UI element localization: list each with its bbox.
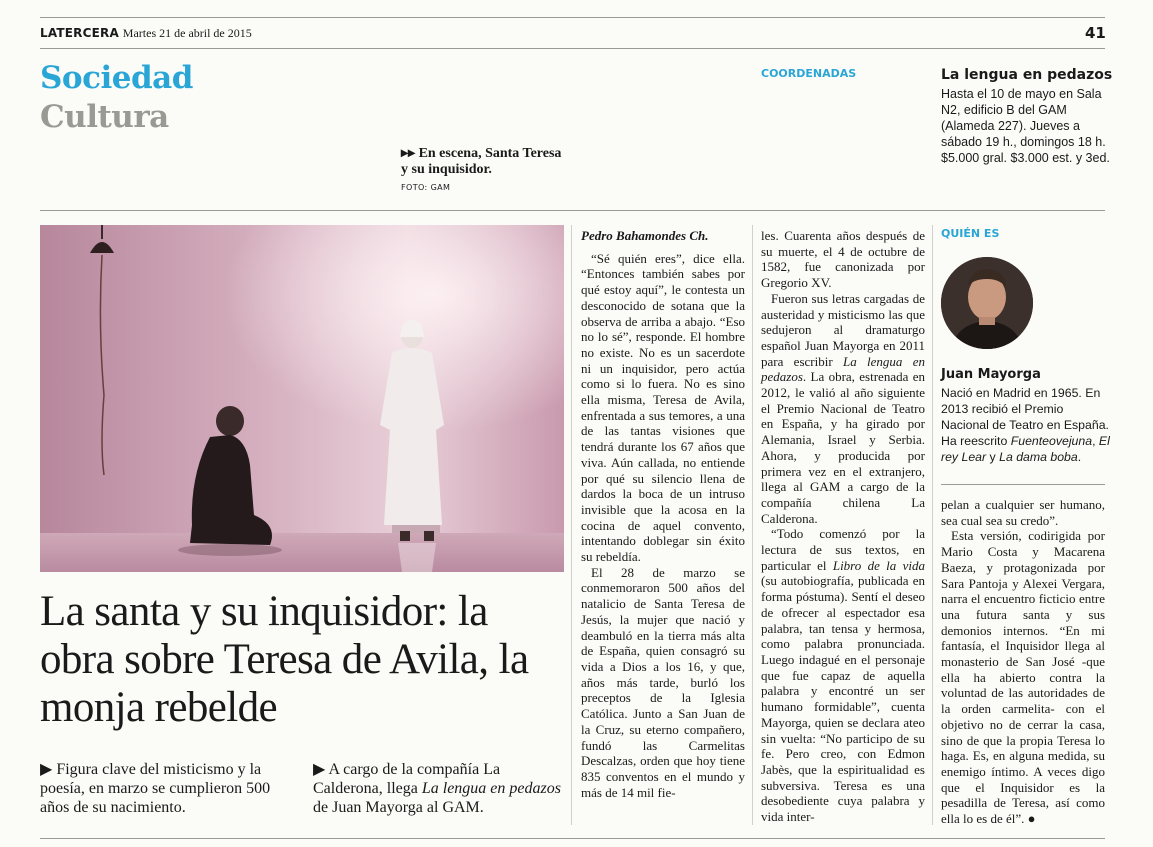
- article-paragraph: El 28 de marzo se conmemoraron 500 años del natalicio de Santa Teresa de Jesús, la mujer que nació y deambuló en la tierra más alta de España, quien consagró su vida a Dios a los 16, y que, años más tarde, burló los preceptos de la Iglesia Católica. Junto a San Juan de la Cruz, su eterno compañero, fundó las Carmelitas Descalzas, orden que hoy tiene 835 conventos en el mundo y más de 14 mil fie-: [581, 564, 745, 800]
- subsection-title: Cultura: [40, 99, 169, 135]
- coordenadas-title: La lengua en pedazos: [941, 67, 1113, 83]
- headline: La santa y su inquisidor: la obra sobre Teresa de Avila, la monja rebelde: [40, 588, 529, 731]
- quien-es-label: QUIÉN ES: [941, 227, 1000, 240]
- play-title: La lengua en pedazos: [421, 780, 561, 797]
- work-title: La dama boba: [999, 450, 1078, 464]
- summary-bullet: [313, 760, 563, 817]
- bullet-marker: ▶: [40, 761, 53, 778]
- portrait-image: [941, 257, 1033, 349]
- book-title: Libro de la vida: [832, 557, 926, 573]
- bio-text: [941, 385, 1111, 465]
- section-title: Sociedad: [40, 60, 193, 96]
- text-run: (su autobiografía, publicada en forma póstuma). Sentí el deseo de ofrecer al espectador esa palabra, tan tensa y hermosa, como palabra pronunciada. Luego indagué en el personaje que fue capaz de aquella palabra y encontré un ser humano formidable”, cuenta Mayorga, quien se declara ateo sin vuelta: “No participo de su fe. Pero creo, con Edmon Jabès, que la espiritualidad es subversiva. Teresa es una desobediente cuya palabra y vida inter-: [761, 573, 925, 825]
- text-run: Fueron sus letras cargadas de austeridad y misticismo las que sedujeron al dramaturgo español Juan Mayorga en 2011 para escribir: [761, 290, 925, 369]
- play-title: La lengua en pedazos: [761, 353, 925, 385]
- byline: Pedro Bahamondes Ch.: [581, 228, 709, 243]
- article-paragraph: [761, 291, 925, 527]
- text-run: y: [986, 450, 1000, 464]
- caption-marker: ▸▸: [401, 146, 416, 161]
- coordenadas-body: Hasta el 10 de mayo en Sala N2, edificio B del GAM (Alameda 227). Jueves a sábado 19 h., domingos 18 h. $5.000 gral. $3.000 est. y 3ed.: [941, 87, 1110, 165]
- photo-caption: [401, 146, 571, 196]
- bullet-text: Figura clave del misticismo y la poesía, en marzo se cumplieron 500 años de su nacimiento.: [40, 761, 271, 816]
- article-paragraph: pelan a cualquier ser humano, sea cual sea su credo”.: [941, 497, 1105, 528]
- text-run: Esta versión, codirigida por Mario Costa y Macarena Baeza, y protagonizada por Sara Pantoja y Alexei Vergara, narra el encuentro ficticio entre una futura santa y sus demonios internos. “En mi fantasía, el Inquisidor llega al monasterio de San José -que ella ha abierto contra la voluntad de las autoridades de la orden carmelita- con el objetivo no de cerrar la casa, sino de que la propia Teresa lo haga. Es, en alguna medida, su enemigo íntimo. A veces digo que el Inquisidor es la pesadilla de Teresa, así como ella lo es de él”.: [941, 528, 1105, 827]
- text-run: Nació en Madrid en 1965. En 2013 recibió el Premio Nacional de Teatro en España. Ha reescrito: [941, 386, 1109, 448]
- article-paragraph: [941, 528, 1105, 826]
- text-run: . La obra, estrenada en 2012, le valió al año siguiente el Premio Nacional de Teatro en España, y ha girado por Alemania, Israel y Serbia. Ahora, y producida por primera vez en el extranjero, llega al GAM a cargo de la compañía chilena La Calderona.: [761, 369, 925, 526]
- stage-photo-image: [40, 225, 564, 572]
- article-column-3: [941, 497, 1105, 827]
- summary-bullet: [40, 760, 295, 817]
- issue-date: Martes 21 de abril de 2015: [122, 26, 252, 40]
- text-run: ,: [1092, 434, 1099, 448]
- caption-text: En escena, Santa Teresa y su inquisidor.: [401, 146, 562, 177]
- work-title: Fuenteovejuna: [1010, 434, 1093, 448]
- coordenadas-label: COORDENADAS: [761, 67, 857, 80]
- bullet-text: A cargo de la compañía La Calderona, llega: [313, 761, 501, 797]
- article-paragraph: [761, 526, 925, 824]
- text-run: “Todo comenzó por la lectura de sus textos, en particular el: [761, 526, 925, 573]
- text-run: .: [1077, 450, 1082, 464]
- avatar: [941, 257, 1033, 349]
- bullet-text: de Juan Mayorga al GAM.: [313, 799, 484, 816]
- bio-name: Juan Mayorga: [941, 367, 1041, 382]
- article-column-1: [581, 228, 745, 800]
- bullet-marker: ▶: [313, 761, 326, 778]
- photo-credit: FOTO: GAM: [401, 183, 451, 192]
- work-title: El rey Lear: [941, 434, 1110, 464]
- article-column-2: [761, 228, 925, 825]
- newspaper-brand: LATERCERA: [40, 26, 119, 40]
- page-number: 41: [1085, 24, 1106, 42]
- article-paragraph: “Sé quién eres”, dice ella. “Entonces también sabes por qué estoy aquí”, le contesta un desconocido de sotana que la observa de arriba a abajo. “Eso no lo sé”, responde. El hombre no existe. No es un sacerdote ni un inquisidor, pero actúa como si lo fuera. No es sino ella misma, Teresa de Avila, enfrentada a sus temores, a una de las tantas visiones que tendrá durante los 67 años que viva. Aún callada, no entiende por qué su silencio llena de dardos la boca de un intruso invisible que la acosa en la cocina de aquel convento, intentando doblegar sin éxito su rebeldía.: [581, 250, 745, 565]
- stage-photo: [40, 225, 564, 572]
- page-header: [40, 26, 252, 41]
- end-mark: ●: [1027, 811, 1036, 827]
- article-paragraph: les. Cuarenta años después de su muerte, el 4 de octubre de 1582, fue canonizada por Gregorio XV.: [761, 228, 925, 291]
